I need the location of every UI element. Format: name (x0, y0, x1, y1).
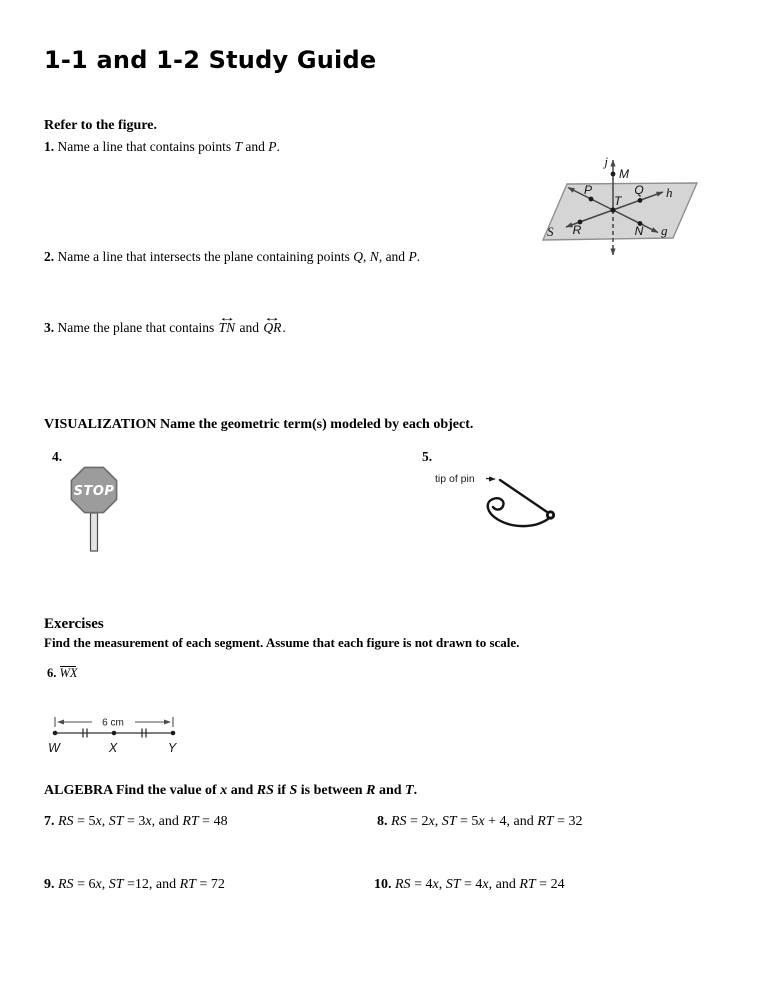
text-run: RS (58, 814, 74, 829)
question-7 (44, 814, 228, 830)
text-run: x (145, 814, 152, 829)
text-run: , and (488, 877, 520, 892)
text-run: Name a line that intersects the plane containing points (54, 249, 354, 264)
text-run: , (101, 877, 109, 892)
text-run: Name the plane that contains (54, 320, 218, 335)
text-run: N (369, 249, 379, 264)
text-run: ST (441, 814, 457, 829)
text-run: , (434, 814, 442, 829)
text-run: RT (537, 814, 554, 829)
page-title: 1-1 and 1-2 Study Guide (44, 46, 377, 74)
text-run: ST (445, 877, 461, 892)
plane-shape (543, 183, 697, 240)
text-run: TN ↔ (219, 320, 236, 335)
text-run: and (227, 783, 257, 798)
point-P-dot (589, 197, 594, 202)
text-run: RT (182, 814, 199, 829)
text-run: x (95, 877, 102, 892)
point-M-dot (611, 172, 616, 177)
text-run: = 32 (553, 814, 583, 829)
text-run: RT (519, 877, 536, 892)
stop-sign-text: STOP (73, 484, 115, 499)
question-3 (44, 320, 286, 337)
text-run: if (273, 783, 290, 798)
point-T-dot (610, 207, 615, 212)
text-run: Name a line that contains points (54, 139, 235, 154)
text-run: = 6 (73, 877, 96, 892)
exercises-instruction: Find the measurement of each segment. Assume that each figure is not drawn to scale. (44, 635, 520, 650)
point-X-dot (112, 731, 117, 736)
plane-figure (535, 150, 730, 265)
text-run: x (478, 814, 485, 829)
text-run: and (236, 320, 263, 335)
pin-body (488, 498, 548, 526)
text-run: 1. (44, 139, 55, 154)
sign-post (91, 513, 98, 551)
label-point-M: M (619, 167, 629, 181)
label-point-W: W (48, 741, 60, 755)
label-plane-S: S (547, 224, 554, 239)
question-2 (44, 249, 420, 266)
text-run: 9. (44, 877, 55, 892)
text-run: , (438, 877, 446, 892)
text-run: = 4 (460, 877, 483, 892)
text-run: x (95, 814, 102, 829)
text-run: 10. (374, 877, 392, 892)
question-4-number: 4. (52, 449, 63, 464)
text-run: and (375, 783, 406, 798)
text-run: . (282, 320, 286, 335)
text-run: P (268, 139, 277, 154)
pin-needle (500, 480, 550, 514)
text-run: x (428, 814, 435, 829)
text-run: , and (151, 814, 183, 829)
text-run: = 3 (123, 814, 146, 829)
caption-arrow-head (489, 477, 496, 482)
text-run: . (276, 139, 280, 154)
text-run: x (482, 877, 489, 892)
stop-sign-figure (66, 464, 122, 556)
text-run: RS (256, 783, 274, 798)
segment-figure (42, 710, 192, 756)
text-run: QR ↔ (263, 320, 281, 335)
text-run: + 4, and (484, 814, 538, 829)
text-run: = 2 (406, 814, 429, 829)
text-run: 8. (377, 814, 388, 829)
text-run: , (363, 249, 370, 264)
text-run: and (241, 139, 269, 154)
pin-caption: tip of pin (435, 473, 475, 485)
label-point-Q: Q (634, 183, 644, 197)
text-run: R (366, 783, 376, 798)
question-9 (44, 877, 225, 893)
text-run: 7. (44, 814, 55, 829)
text-run: RT (179, 877, 196, 892)
dim-arrow-left (57, 720, 64, 725)
point-Y-dot (171, 731, 176, 736)
text-run: = 4 (410, 877, 433, 892)
text-run: , (101, 814, 109, 829)
text-run: is between (297, 783, 367, 798)
safety-pin-figure (425, 466, 570, 532)
point-Q-dot (638, 198, 643, 203)
text-run: x (432, 877, 439, 892)
text-run: Q (353, 249, 364, 264)
text-run: ST (108, 877, 124, 892)
text-run: =12, and (123, 877, 180, 892)
text-run: RS (391, 814, 407, 829)
algebra-heading (44, 783, 417, 799)
text-run: . (413, 783, 418, 798)
text-run: , and (378, 249, 409, 264)
text-run: RS (58, 877, 74, 892)
text-run: = 5 (456, 814, 479, 829)
label-line-g: g (661, 223, 668, 238)
text-run: 3. (44, 320, 55, 335)
refer-heading: Refer to the figure. (44, 118, 157, 133)
point-W-dot (53, 731, 58, 736)
pin-coil-hole (549, 513, 552, 516)
label-point-R: R (572, 223, 582, 237)
question-10 (374, 877, 565, 893)
text-run: T (405, 783, 414, 798)
text-run: S (289, 783, 298, 798)
label-point-Y: Y (167, 741, 177, 755)
visualization-heading: VISUALIZATION Name the geometric term(s) modeled by each object. (44, 417, 474, 432)
text-run: 6. (47, 666, 57, 680)
dim-arrow-right (164, 720, 171, 725)
label-line-j: j (604, 154, 608, 169)
label-line-h: h (666, 185, 673, 200)
label-point-N: N (634, 224, 644, 238)
text-run: WX (59, 666, 78, 680)
label-point-P: P (583, 183, 593, 197)
text-run: = 5 (73, 814, 96, 829)
text-run: = 72 (195, 877, 225, 892)
text-run: ALGEBRA Find the value of (44, 783, 221, 798)
text-run: P (408, 249, 417, 264)
dim-measurement: 6 cm (102, 717, 124, 729)
text-run: 2. (44, 249, 55, 264)
question-6 (47, 666, 78, 682)
exercises-heading: Exercises (44, 616, 104, 632)
text-run: T (234, 139, 242, 154)
text-run: RS (395, 877, 411, 892)
text-run: . (416, 249, 421, 264)
label-point-T: T (614, 194, 622, 208)
label-point-X: X (108, 741, 118, 755)
text-run: x (220, 783, 228, 798)
text-run: = 48 (198, 814, 228, 829)
question-5-number: 5. (422, 449, 433, 464)
text-run: ST (108, 814, 124, 829)
text-run: = 24 (535, 877, 565, 892)
question-1 (44, 139, 280, 156)
question-8 (377, 814, 582, 830)
